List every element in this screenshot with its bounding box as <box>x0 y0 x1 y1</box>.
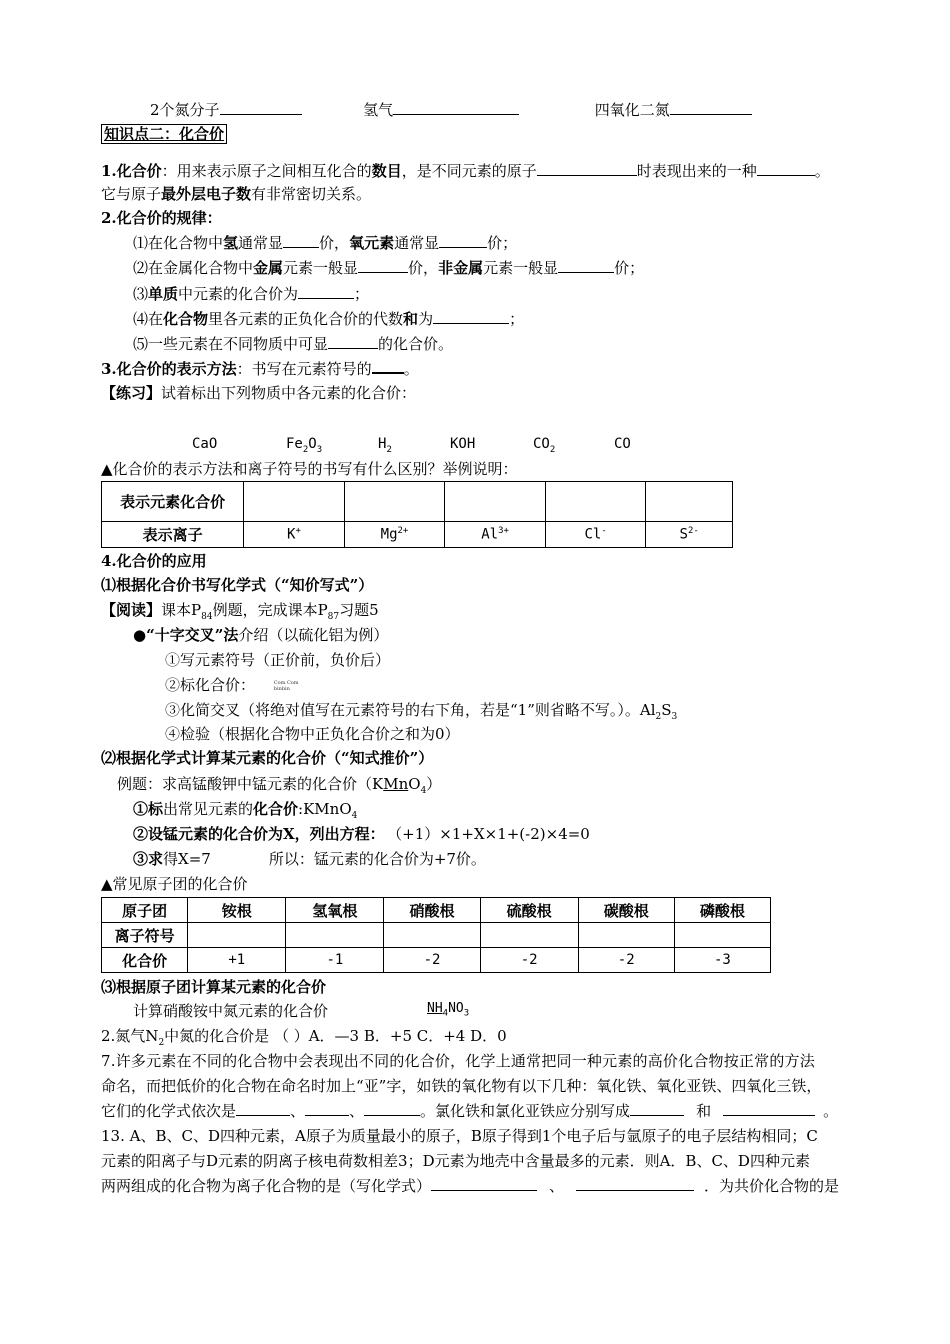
blank[interactable] <box>431 1176 537 1191</box>
step-2: ②标化合价： Com Com binbin <box>165 676 299 694</box>
blank[interactable] <box>305 1101 349 1116</box>
blank[interactable] <box>757 161 815 176</box>
step-3: ③化简交叉（将绝对值写在元素符号的右下角，若是“1”则省略不写。）。$Al_2S_3$ <box>165 701 678 722</box>
blank[interactable] <box>576 1176 694 1191</box>
table-cell[interactable] <box>480 923 578 948</box>
table-header: 铵根 <box>188 898 286 923</box>
subsection-3: ⑶根据原子团计算某元素的化合价 <box>101 978 327 996</box>
blank[interactable] <box>723 1101 815 1116</box>
table-cell[interactable] <box>286 923 384 948</box>
rule-1: ⑴在化合物中氢通常显 价，氧元素通常显 价； <box>133 234 518 252</box>
triangle-question: ▲化合价的表示方法和离子符号的书写有什么区别？举例说明： <box>101 460 518 478</box>
example-step-3: ③求得X=7 所以：锰元素的化合价为+7价。 <box>133 850 486 868</box>
blank[interactable] <box>558 258 614 273</box>
table-cell[interactable] <box>545 482 646 522</box>
table-cell: +1 <box>188 948 286 973</box>
tiny-label: Com Com binbin <box>273 680 299 692</box>
table-header: 氢氧根 <box>286 898 384 923</box>
table-cell[interactable] <box>646 482 733 522</box>
para-4-title: 4.化合价的应用 <box>101 552 207 570</box>
table-cell: Cl- <box>545 522 646 548</box>
table-cell: 表示元素化合价 <box>102 482 244 522</box>
table-cell: K+ <box>244 522 344 548</box>
question-7-line-3: 它们的化学式依次是 、 、 。氯化铁和氯化亚铁应分别写成 和 。 <box>101 1102 839 1120</box>
practice-line: 【练习】试着标出下列物质中各元素的化合价： <box>101 384 417 402</box>
table-header: 硝酸根 <box>384 898 480 923</box>
formula-koh: KOH <box>450 436 476 452</box>
table-cell[interactable] <box>674 923 770 948</box>
top-line <box>150 100 752 120</box>
table-header: 碳酸根 <box>578 898 674 923</box>
table-cell[interactable] <box>384 923 480 948</box>
table-header: 硫酸根 <box>480 898 578 923</box>
formula-co2: $CO_2$ <box>533 436 556 455</box>
question-7-line-2: 命名，而把低价的化合物在命名时加上“亚”字，如铁的氧化物有以下几种：氧化铁、氧化亚铁、四氧化三铁， <box>101 1077 822 1095</box>
cross-method-line: ●“十字交叉”法介绍（以硫化铝为例） <box>133 626 389 644</box>
table-cell[interactable] <box>344 482 445 522</box>
radical-table <box>101 897 771 973</box>
table-cell[interactable] <box>188 923 286 948</box>
table-cell: -2 <box>480 948 578 973</box>
table-cell[interactable] <box>578 923 674 948</box>
read-line: 【阅读】课本$P_{84}$例题，完成课本$P_{87}$习题5 <box>101 601 379 622</box>
blank[interactable] <box>358 258 408 273</box>
question-2: 2.氮气$N_2$中氮的化合价是 （ ）A．—3 B．+5 C．+4 D．0 <box>101 1027 507 1048</box>
top-item-1: 2个氮分子 <box>150 101 220 119</box>
step-4: ④检验（根据化合物中正负化合价之和为0） <box>165 725 460 743</box>
blank[interactable] <box>298 284 354 299</box>
calc-line: 计算硝酸铵中氮元素的化合价 <box>133 1002 329 1020</box>
rule-2: ⑵在金属化合物中金属元素一般显 价，非金属元素一般显 价； <box>133 259 645 277</box>
rule-5: ⑸一些元素在不同物质中可显 的化合价。 <box>133 335 454 353</box>
nh4no3-formula: $NH_4NO_3$ <box>427 1001 470 1019</box>
para-1-line-2: 它与原子最外层电子数有非常密切关系。 <box>101 185 372 203</box>
table-cell[interactable] <box>244 482 344 522</box>
blank[interactable] <box>537 161 637 176</box>
blank[interactable] <box>433 309 509 324</box>
formula-fe2o3: $Fe_2O_3$ <box>286 436 323 455</box>
subsection-1: ⑴根据化合价书写化学式（“知价写式”） <box>101 576 374 594</box>
rule-3: ⑶单质中元素的化合价为 ； <box>133 285 370 303</box>
question-13-line-1: 13. A、B、C、D四种元素，A原子为质量最小的原子，B原子得到1个电子后与氩原子的电子层结构相同；C <box>101 1127 818 1145</box>
top-item-3: 四氧化二氮 <box>594 101 670 119</box>
table-cell: $S^{2-}$ <box>646 522 733 548</box>
blank[interactable] <box>393 100 519 115</box>
section-title: 知识点二：化合价 <box>101 124 227 144</box>
formula-h2: $H_2$ <box>378 436 392 455</box>
question-13-line-2: 元素的阳离子与D元素的阴离子核电荷数相差3；D元素为地壳中含量最多的元素．则A．B、C、D四种元素 <box>101 1152 810 1170</box>
groups-title: ▲常见原子团的化合价 <box>101 875 248 893</box>
blank[interactable] <box>364 1101 420 1116</box>
formula-cao: CaO <box>192 436 218 452</box>
example-step-1: ①标出常见元素的化合价:KMnO$_4$ <box>133 800 358 821</box>
table-cell: -2 <box>384 948 480 973</box>
table-header: 磷酸根 <box>674 898 770 923</box>
blank[interactable] <box>372 358 404 374</box>
table-header: 原子团 <box>102 898 188 923</box>
valence-vs-ion-table <box>101 481 733 548</box>
table-cell: 离子符号 <box>102 923 188 948</box>
para-3: 3.化合价的表示方法：书写在元素符号的 。 <box>101 360 419 378</box>
blank[interactable] <box>328 334 378 349</box>
example-line: 例题：求高锰酸钾中锰元素的化合价（KMnO$_4$） <box>117 775 442 796</box>
rule-4: ⑷在化合物里各元素的正负化合价的代数和为 ； <box>133 310 525 328</box>
para-2-title: 2.化合价的规律： <box>101 209 222 227</box>
example-step-2: ②设锰元素的化合价为X，列出方程： （+1）×1+X×1+(-2)×4=0 <box>133 825 590 843</box>
table-cell: -1 <box>286 948 384 973</box>
table-cell: -3 <box>674 948 770 973</box>
table-cell: 表示离子 <box>102 522 244 548</box>
table-cell[interactable] <box>445 482 546 522</box>
question-7-line-1: 7.许多元素在不同的化合物中会表现出不同的化合价，化学上通常把同一种元素的高价化合物按正常的方法 <box>101 1052 815 1070</box>
table-cell: $Mg^{2+}$ <box>344 522 445 548</box>
question-13-line-3: 两两组成的化合物为离子化合物的是（写化学式） 、 ．为共价化合物的是 <box>101 1177 840 1195</box>
top-item-2: 氢气 <box>363 101 394 119</box>
para-1-line-1: 1.化合价：用来表示原子之间相互化合的数目，是不同元素的原子 时表现出来的一种 。 <box>101 162 830 180</box>
blank[interactable] <box>220 100 302 115</box>
table-cell: 化合价 <box>102 948 188 973</box>
blank[interactable] <box>283 233 319 248</box>
blank[interactable] <box>236 1101 290 1116</box>
table-cell: $Al^{3+}$ <box>445 522 546 548</box>
blank[interactable] <box>670 100 752 115</box>
table-cell: -2 <box>578 948 674 973</box>
blank[interactable] <box>630 1101 684 1116</box>
blank[interactable] <box>439 233 487 248</box>
formula-co: CO <box>614 436 631 452</box>
step-1: ①写元素符号（正价前，负价后） <box>165 651 391 669</box>
subsection-2: ⑵根据化学式计算某元素的化合价（“知式推价”） <box>101 749 434 767</box>
